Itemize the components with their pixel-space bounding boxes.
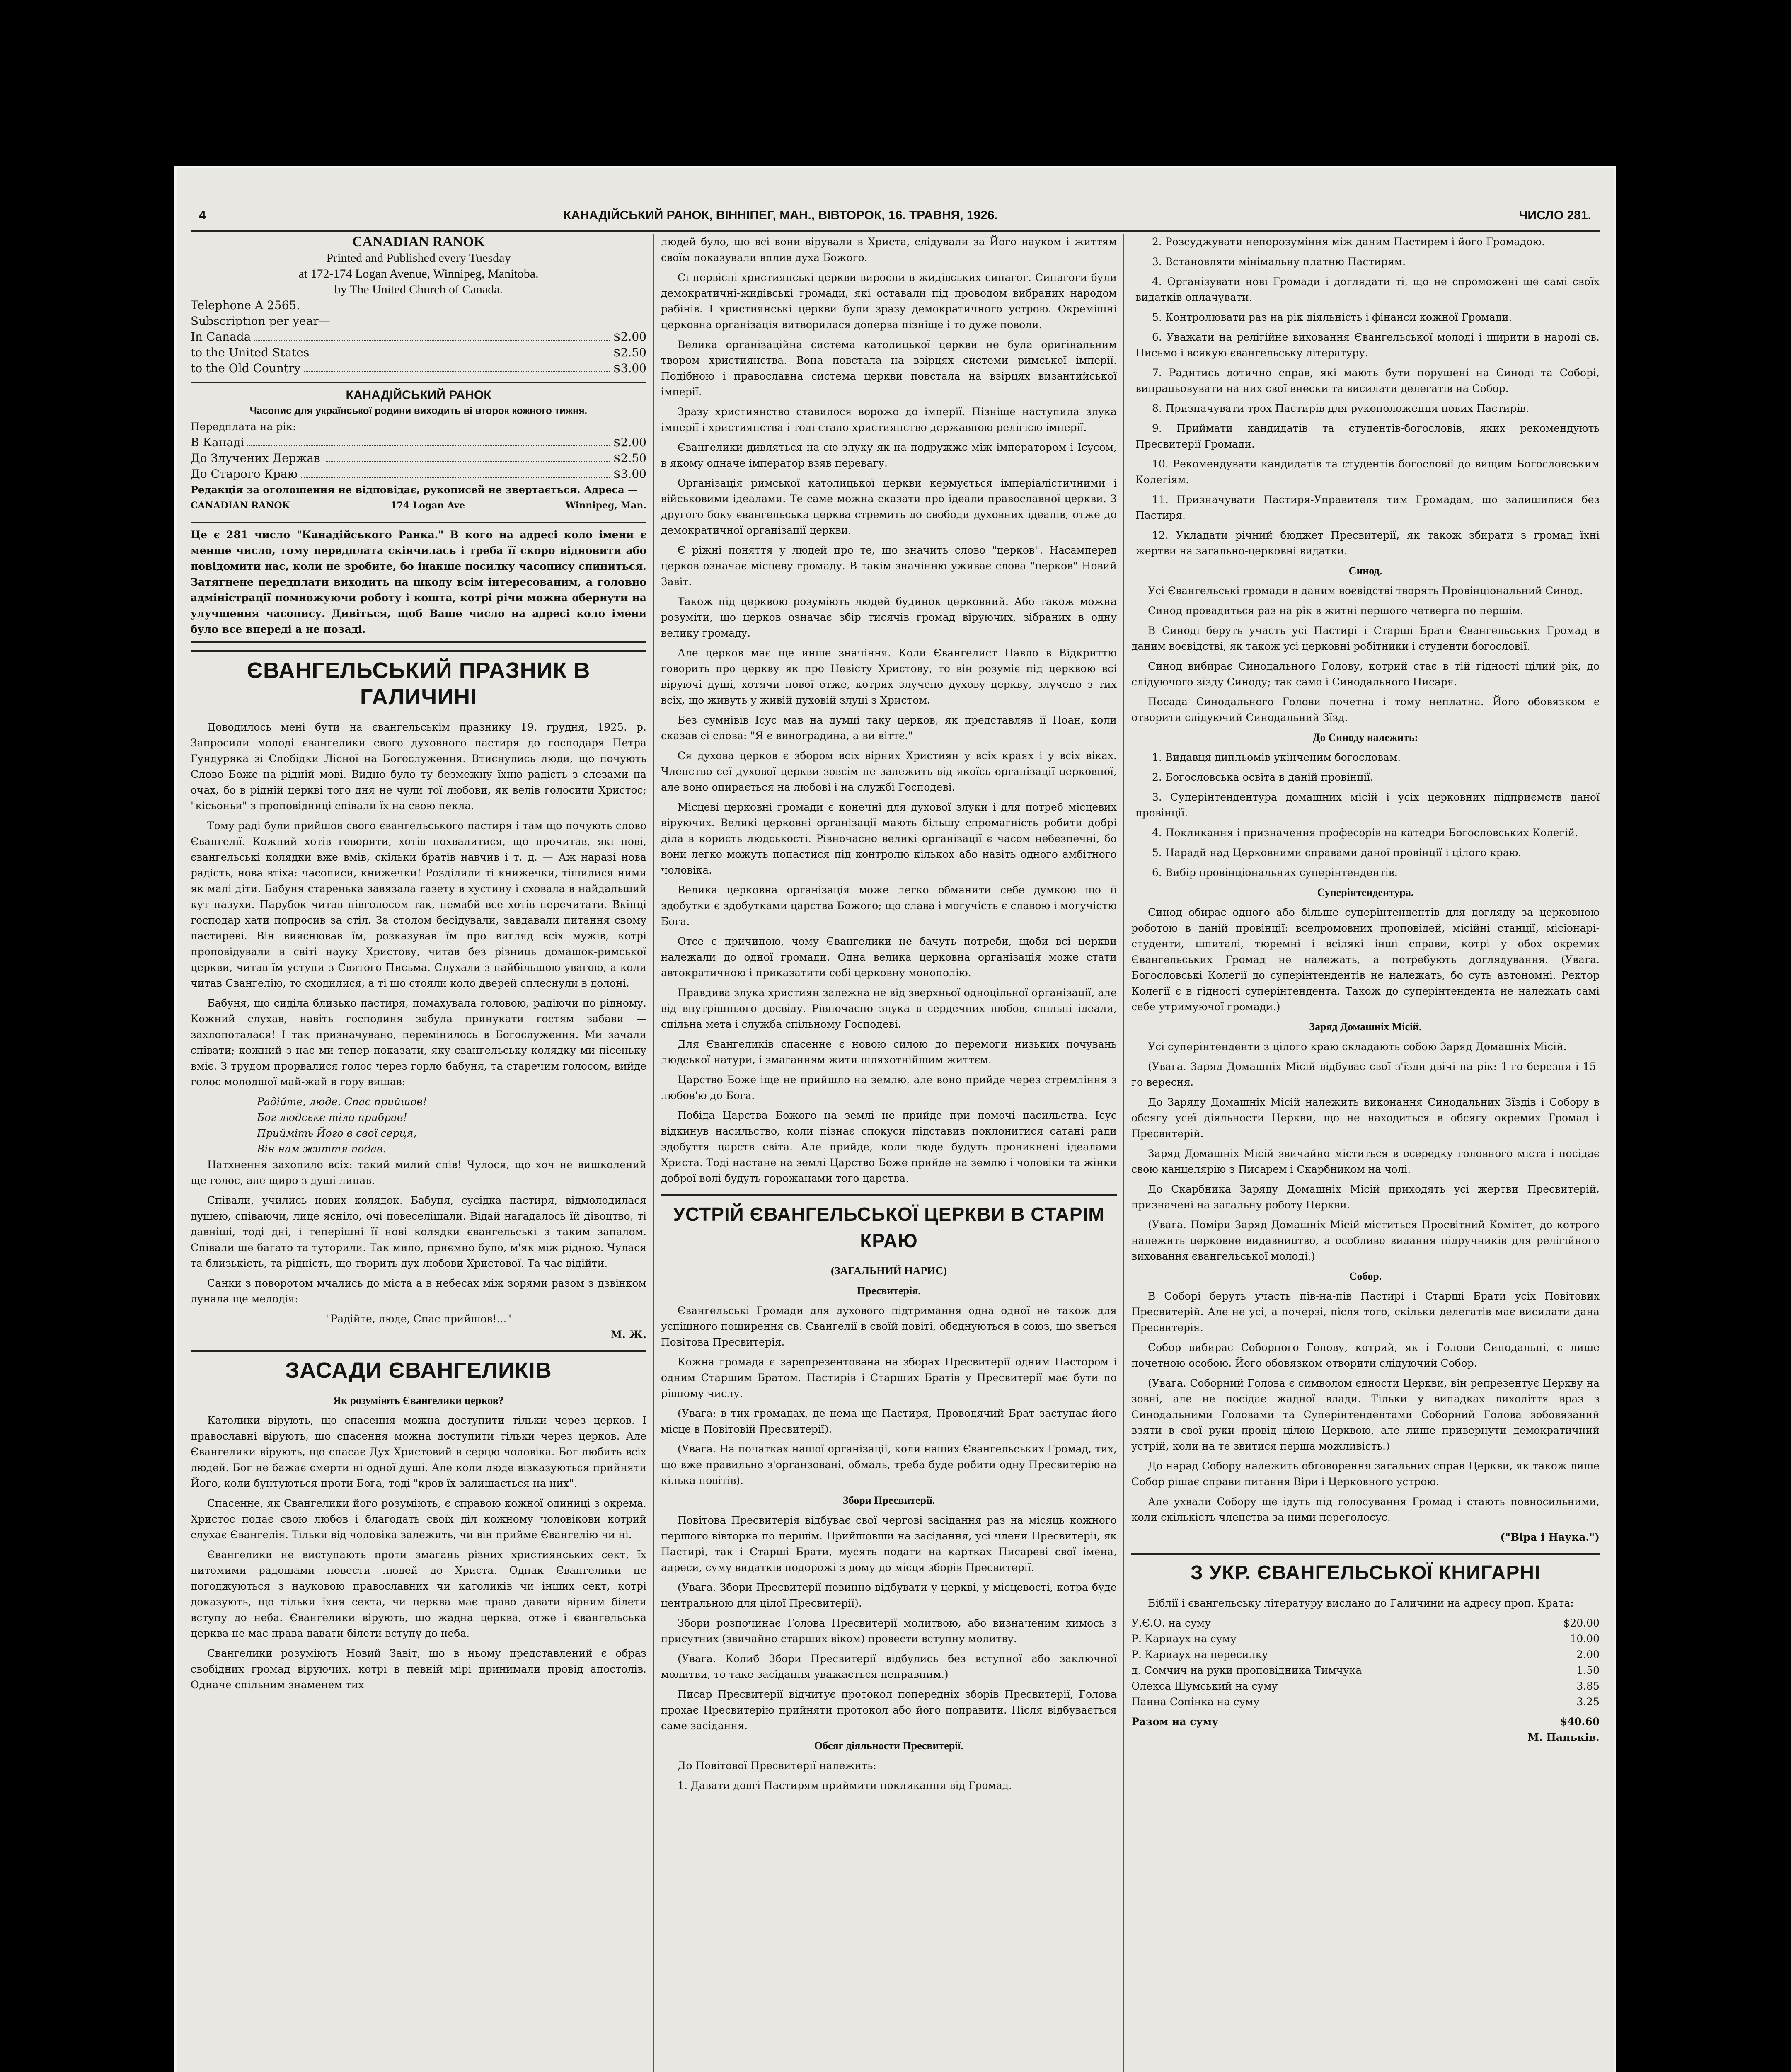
paragraph: (Увага. Поміри Заряд Домашніх Місій міститься Просвітний Комітет, до котрого належить церковне видавництво, а особливо видання підручників для релігійного виховання євангельської молоді.) [1131,1219,1600,1262]
paragraph: Спасенне, як Євангелики його розуміють, є справою кожної одиниці з окрема. Христос подає свою любов і благодать своїх діл кожному чоловікови котрий слухає Євангелія. Тільки від чоловіка залежить, чи він прийме Євангелію чи ні. [191,1497,646,1541]
list-item: 3. Встановляти мінімальну платню Пастирям. [1152,256,1406,268]
fund-row [1131,1631,1600,1647]
paragraph: Біблії і євангельську літературу вислано до Галичини на адресу проп. Крата: [1148,1597,1574,1609]
newspaper-page [174,166,1616,2072]
subscription-label: Subscription per year— [191,314,330,328]
source-credit: ("Віра і Наука.") [1500,1531,1600,1543]
masthead-line: at 172-174 Logan Avenue, Winnipeg, Manitoba. [298,267,539,281]
price-row [191,329,646,345]
price-row [191,450,646,466]
paragraph: Посада Синодального Голови почетна і тому неплатна. Його обовязком є отворити слідуючий Синодальний Зїзд. [1131,696,1600,724]
paragraph: Повітова Пресвитерія відбуває свої чергові засідання раз на місяць кожного першого вівторка по першім. Прийшовши на засідання, усі члени Пресвитерії, як Пастирі, так і Старші Брати, мусять подати на картках Писареві свої імена, адреси, суму видатків подорожі з дому до місця зборів Пресвитерії. [661,1514,1117,1573]
column-divider [653,234,654,2072]
fund-label: У.Є.О. на суму [1131,1617,1211,1629]
paragraph: Доводилось мені бути на євангельськім празнику 19. грудня, 1925. р. Запросили молоді євангелики свого духовного пастиря до господаря Петра Гундуряка зі Слобідки Лісної на Богослуження. Втиснулись люди, що почують Слово Боже на рідній мові. Видно було ту безмежну їхню радість з слезами на очах, бо в рідній церкві того дня не чули тої любови, як велів голосити Христос; "кісьоньи" з проповідниці співали їх на свою пекла. [191,721,646,812]
paragraph: Санки з поворотом мчались до міста а в небесах між зорями разом з дзвінком лунала ще мелодія: [191,1277,646,1305]
paragraph: 1. Давати довгі Пастирям приймити покликання від Громад. [678,1779,1012,1791]
price-value: $2.50 [613,451,646,465]
paragraph: Сі первісні християнські церкви виросли в жидівських синагог. Синагоги були демократичні-жидівські громади, які оставали під проводом вибраних народом рабінів. І християнські церкви були зразу демократичного устрою. Окремішні церковна організація витворилася доперва пізніще і то дуже поволи. [661,271,1117,331]
price-label: to the Old Country [191,361,301,375]
section-heading: До Синоду належить: [1312,731,1418,743]
paragraph: (Увага. Збори Пресвитерії повинно відбувати у церкві, у місцевості, котра буде центральною для цілої Пресвитерії). [661,1581,1117,1609]
poem-line: Він нам життя подав. [257,1143,386,1155]
fund-amount: 3.85 [1576,1680,1600,1692]
paragraph: людей було, що всі вони вірували в Христа, слідували за Його науком і життям своїм показували вплив духа Божого. [661,236,1117,264]
issue-number: ЧИСЛО 281. [1519,208,1591,222]
paragraph: Також під церквою розуміють людей будинок церковний. Або також можна розуміти, що церков означає збір тисячів громад віруючих, зібраних в одну велику громаду. [661,595,1117,639]
section-heading: Синод. [1348,565,1382,577]
list-item: 10. Рекомендувати кандидатів та студентів богословії до вищим Богословським Колегіям. [1135,458,1600,486]
price-value: $3.00 [613,361,646,375]
paragraph: (Увага. Колиб Збори Пресвитерії відбулись без вступної або заключної молитви, то таке засідання уважається неправним.) [661,1653,1117,1680]
fund-row [1131,1678,1600,1694]
paragraph: Для Євангеликів спасенне є новою силою до перемоги низьких почувань людської натури, і змаганням жити шляхотнійшим життєм. [661,1038,1117,1066]
price-row [191,435,646,450]
paragraph: (Увага. На початках нашої організації, коли наших Євангельських Громад, тих, що вже правильно з'органзовані, обмаль, треба буде робити одну Пресвитерію на кілька повітів). [661,1443,1117,1486]
paragraph: Ся духова церков є збором всіх вірних Християн у всіх краях і у всіх віках. Членство сеї духової церкви зовсім не залежить від якоїсь організації церковної, але воно опирається на любові і на службі Господеві. [661,750,1117,793]
address: Winnipeg, Man. [565,500,646,511]
paragraph: Євангелики дивляться на сю злуку як на подружжє між імператором і Ісусом, в якому одначе імператор взяв перевагу. [661,441,1117,469]
paragraph: Але ухвали Собору ще ідуть під голосування Громад і стають повносильними, коли скількість членства за ними переголосує. [1131,1496,1600,1523]
paragraph: Євангелики розуміють Новий Завіт, що в ньому представлений є образ свобідних громад віруючих, котрі в певній мірі принимали провід апостолів. Одначе спільним знаменем тих [191,1647,646,1691]
list-item: 4. Організувати нові Громади і доглядати ті, що не спроможені ще самі своїх видатків оплачувати. [1135,276,1600,303]
paragraph: Співали, учились нових колядок. Бабуня, сусідка пастиря, відмолодилася душею, співаючи, лице ясніло, очі повеселішали. Відай нагадалось їй дівоцтво, ті давніші, тоді дні, і теперішні її нові колядки євангельські з таким запалом. Співали ще багато та туторили. Так мило, приємно було, м'як між рідною. Чулася та близькість, та рідність, що творить дух любови Христової. Та час відійти. [191,1194,646,1269]
paragraph: Собор вибирає Соборного Голову, котрий, як і Голови Синодальні, є лише почетною особою. Його обовязком отворити слідуючий Собор. [1131,1341,1600,1369]
page-header [191,205,1600,232]
article-subtitle: (ЗАГАЛЬНИЙ НАРИС) [831,1265,947,1277]
fund-label: Панна Сопінка на суму [1131,1696,1260,1708]
paragraph: Без сумнівів Ісус мав на думці таку церков, як представляв її Поан, коли сказав сі слова: "Я є виноградина, а ви віттє." [661,714,1117,742]
paragraph: (Увага. Заряд Домашніх Місій відбуває свої з'їзди двічі на рік: 1-го березня і 15-го вересня. [1131,1060,1600,1088]
paragraph: Але церков має ще инше значіння. Коли Євангелист Павло в Відкриттю говорить про церкву як про Невісту Христову, то він розуміє під церквою всі віруючі душі, хотячи нової отже, котрих злучено духову церкву, злучено з тих всіх, що живуть у живій духовій злуці з Христом. [661,647,1117,706]
fund-label: Р. Кариаух на пересилку [1131,1648,1268,1661]
article-subtitle: Як розуміють Євангелики церков? [333,1394,504,1406]
paragraph: Євангелики не виступають проти змагань різних християнських сект, їх питомими радощами повести людей до Христа. Однак Євангелики не погоджуються з науковою православних чи католиків чи інших сект, котрі доказують, що тільки їхня секта, чи церква має право давати вірним білети вступу до неба. Євангелики вірують, що жадна церква, отже і євангельська церква не має права давати білети вступу до неба. [191,1549,646,1639]
list-item: 2. Богословська освіта в даній провінції. [1152,771,1374,783]
synod-duties-list [1131,750,1600,881]
paragraph: Побіда Царства Божого на землі не прийде при помочі насильства. Ісус відкинув насильство, коли пізнає спокуси підставив поклонитися сатані ради здобуття царств світа. Але прийде, коли люде будуть проникнені ідеалами Христа. Тоді настане на землі Царство Боже прийде на землю і чоловіки та жінки доброї волі будуть горожанами того царства. [661,1109,1117,1184]
paragraph: Євангельські Громади для духового підтримання одна одної не також для успішного поширення св. Євангелії в своїй повіті, обєднуються в союз, що зветься Повітова Пресвитерія. [661,1305,1117,1348]
paragraph: До Повітової Пресвитерії належить: [678,1760,876,1772]
list-item: 11. Призначувати Пастиря-Управителя тим Громадам, що залишилися без Пастиря. [1135,494,1600,521]
fund-amount: 10.00 [1570,1633,1600,1645]
list-item: 7. Радитись дотично справ, які мають бути порушені на Синоді та Соборі, випрацьовувати на них свої внески та висилати делегатів на Собор. [1135,367,1600,395]
fund-label: Олекса Шумський на суму [1131,1680,1278,1692]
section-heading: Заряд Домашніх Місій. [1309,1021,1422,1033]
list-item: 3. Суперінтендентура домашних місій і усіх церковних підприємств даної провінції. [1135,791,1600,819]
paragraph: Синод вибирає Синодального Голову, котрий стає в тій гідності цілий рік, до слідуючого зїзду Синоду; так само і Синодального Писаря. [1131,660,1600,688]
list-item: 1. Видавця дипльомів укінченим богословам. [1152,751,1401,763]
paragraph: Зразу християнство ставилося ворожо до імперії. Пізніще наступила злука імперії і християнства і тоді стало християнство державною релігією імперії. [661,406,1117,433]
paragraph: Царство Боже іще не прийшло на землю, але воно прийде через стремління з любов'ю до Бога. [661,1074,1117,1101]
section-heading: Обсяг діяльности Пресвитерії. [814,1740,964,1752]
paragraph: До нарад Собору належить обговорення загальних справ Церкви, як також лише Собор рішає справи питання Віри і Церковного устрою. [1131,1460,1600,1488]
list-item: 5. Контролювати раз на рік діяльність і фінанси кожної Громади. [1152,311,1512,323]
price-value: $2.00 [613,436,646,449]
list-item: 6. Вибір провінціональних суперінтендентів. [1152,867,1398,879]
signature: М. Ж. [610,1329,646,1341]
telephone: Telephone A 2565. [191,298,300,312]
fund-total-row [1131,1714,1600,1730]
price-value: $2.50 [613,346,646,359]
paragraph: Усі Євангельські громади в даним воєвідстві творять Провінціональний Синод. [1148,585,1583,597]
page-number: 4 [199,208,206,222]
column-divider [1123,234,1124,2072]
fund-row [1131,1694,1600,1710]
paragraph: В Соборі беруть участь пів-на-пів Пастирі і Старші Брати усіх Повітових Пресвитерій. Але не усі, а почерзі, після того, скільки делегатів має висилати дана Пресвитерія. [1131,1290,1600,1334]
ua-price-label: Передплата на рік: [191,421,296,433]
paragraph: Католики вірують, що спасення можна доступити тільки через церков. І православні вірують, що спасення можна доступити тільки через церков. Але Євангелики вірують, що спасає Дух Христовий в серцю чоловіка. Бог любить всіх людей. Бог не бажає смерти ні одної душі. Але коли люде візказуються прийняти Його, коли бунтуються проти Бога, тоді "кров їх залишається на них". [191,1414,646,1489]
header-title: КАНАДІЙСЬКИЙ РАНОК, ВІННІПЕГ, МАН., ВІВТОРОК, 16. ТРАВНЯ, 1926. [564,208,998,222]
paragraph: Збори розпочинає Голова Пресвитерії молитвою, або визначеним кимось з присутних (звичайно старших віком) провести вступну молитву. [661,1617,1117,1645]
paragraph: Синод провадиться раз на рік в житні першого четверга по першім. [1148,605,1524,617]
masthead-ua-sub: Часопис для української родини виходить ві второк кожного тижня. [249,405,588,416]
masthead-ua-title: КАНАДІЙСЬКИЙ РАНОК [346,388,491,402]
paragraph: Усі суперінтенденти з цілого краю складають собою Заряд Домашніх Місій. [1148,1041,1567,1053]
paragraph: Є ріжні поняття у людей про те, що значить слово "церков". Насамперед церков означає місцеву громаду. В такім значінню уживає слова "церков" Новий Завіт. [661,544,1117,588]
price-value: $3.00 [613,467,646,481]
paragraph: Бабуня, що сиділа близько пастиря, помахувала головою, радіючи по рідному. Кожний слухав, навіть господиня забула принукати гостям забави — захлопоталася! І так призначувано, перемінилось в Богослуження. Ми зачали співати; кожний з нас ми тепер показати, яку євангельську колядку ми пісеньку вміє. З трудом прорвалися голос через горло бабуня, та старечим голосом, вийде голос молодшої май-жай в гору вишав: [191,997,646,1088]
paragraph: Кожна громада є зарепрезентована на зборах Пресвитерії одним Пастором і одним Старшим Братом. Пастирів і Старших Братів у Пресвитерії має бути по рівному числу. [661,1356,1117,1399]
signature: М. Панькiв. [1527,1731,1600,1743]
paragraph: (Увага. Соборний Голова є символом єдности Церкви, він репрезентує Церкву на зовні, але не посідає жадної влади. Тільки у випадках лихоліття враз з Синодальними Головами та Суперінтендентами Соборний Голова зобовязаний взяти в свої руки провід цілою Церквою, але лише привернути демократичний устрій, коли на те звитися перша можливість.) [1131,1377,1600,1452]
list-item: 6. Уважати на релігійне виховання Євангельської молоді і ширити в народі св. Письмо і всякую євангельську літературу. [1135,331,1600,359]
list-item: 12. Укладати річний бюджет Пресвитерії, як також збирати з громад їхні жертви на загально-церковні видатки. [1135,529,1600,557]
list-item: 4. Покликання і призначення професорів на катедри Богословських Колегій. [1152,827,1578,839]
fund-amount: 2.00 [1576,1648,1600,1661]
address: CANADIAN RANOK [191,500,290,511]
poem-line: Радійте, люде, Спас прийшов! [257,1096,427,1108]
paragraph: (Увага: в тих громадах, де нема ще Пастиря, Проводячий Брат заступає його місце в Повітовій Пресвитерії). [661,1407,1117,1435]
column-2 [661,234,1117,1798]
paragraph: Місцеві церковні громади є конечні для духової злуки і для потреб місцевих віруючих. Великі церковні організації мають більшу спромагність робити добрі діла в користь людськості. Рівночасно великі організації є часом небезпечні, бо вони легко можуть попастися під контролю кількох або навіть одного амбітного чоловіка. [661,801,1117,876]
poem [191,1094,646,1157]
fund-total-label: Разом на суму [1131,1716,1219,1728]
paragraph: Велика організаційна система католицької церкви не була оригінальним твором християнства. Вона повстала на взірцях системи римської імперії. Подібною і православна система церкви повстала на взірцях византийської імперії. [661,339,1117,398]
section-heading: Суперінтендентура. [1317,886,1414,898]
section-heading: Собор. [1349,1270,1382,1282]
list-item: 9. Приймати кандидатів та студентів-богословів, яких рекомендують Пресвитерії Громади. [1135,422,1600,450]
subscription-notice: Це є 281 число "Канадійського Ранка." В кого на адресі коло імени є менше число, тому передплата скінчилась і треба її скоро відновити або повідомити нас, коли не зробите, бо інакше посилку часопису спиниться. Затягнене передплати виходить на шкоду всім інтересованим, а головно адміністрації помножуючи роботу і кошта, котрі річи можна обернути на улучшення часопису. Дивіться, щоб Ваше число на адресі коло імени було все впереді а не позаді. [191,522,646,643]
fund-label: Р. Кариаух на суму [1131,1633,1237,1645]
masthead-line: Printed and Published every Tuesday [326,251,511,265]
masthead-line: by The United Church of Canada. [334,283,503,296]
paragraph: Правдива злука християн залежна не від зверхньої одноцільної організації, але від внутрішнього досвіду. Рівночасно злука в сердечних любов, спільні ідеали, спільна мета і служба спільному Господеві. [661,987,1117,1030]
price-label: In Canada [191,330,251,344]
closing-line: "Радійте, люде, Спас прийшов!..." [326,1313,511,1325]
section-heading: Пресвитерія. [857,1285,921,1297]
paragraph: Писар Пресвитерії відчитує протокол попередніх зборів Пресвитерії, Голова прохає Пресвитерію прийняти протокол або його поправити. Після відбувається саме засідання. [661,1688,1117,1732]
price-label: До Старого Краю [191,467,298,481]
fund-row [1131,1615,1600,1631]
masthead-en [191,234,646,298]
section-heading: Збори Пресвитерії. [842,1494,935,1506]
fund-amount: 3.25 [1576,1696,1600,1708]
column-1 [191,234,646,1697]
editorial-note: Редакція за оголошення не відповідає, рукописей не звертається. Адреса — [191,484,638,496]
column-3 [1131,234,1600,1745]
masthead-title: CANADIAN RANOK [352,234,485,249]
address-row [191,498,646,513]
fund-row [1131,1647,1600,1663]
list-item: 8. Призначувати трох Пастирів для рукоположення нових Пастирів. [1152,402,1529,414]
paragraph: Заряд Домашніх Місій звичайно міститься в осередку головного міста і посідає свою канцелярію з Писарем і Скарбником на чолі. [1131,1147,1600,1175]
poem-line: Прийміть Його в свої серця, [257,1127,417,1139]
fund-amount: 1.50 [1576,1664,1600,1676]
fund-label: д. Сомчич на руки проповідника Тимчука [1131,1664,1362,1676]
price-value: $2.00 [613,330,646,344]
paragraph: Тому раді були прийшов свого євангельського пастиря і там що почують слово Євангелії. Кожний хотів говорити, хотів похвалитися, що прочитав, які нові, євангельські колядки вже вмів, скільки братів навчив і т. д. — Аж наразі нова радість, нова втіха: часописи, книжечки! Розділили ті книжечки, тішилися ними як малі діти. Бабуня старенька завязала газету в хустину і сховала в найдальший кут пазухи. Парубок читав півголосом так, немабй все хотів перечитати. Вкінці господар хати попросив за стіл. За столом бесідували, завдавали питання свому пастиреві. Він вияснював їм, розказував їм про вигляд всіх мужів, котрі проповідували в світі науку Христову, читав без різниць домашок-римської церкви, читав їм устуни з Святого Письма. Слухали з найбільшою увагою, а коли читав Євангелію, то сходилися, а ті що стояли коло дверей сплеснули в долоні. [191,820,646,989]
article-title: З УКР. ЄВАНГЕЛЬСЬКОЇ КНИГАРНІ [1131,1553,1600,1591]
price-label: to the United States [191,346,310,359]
paragraph: Отсе є причиною, чому Євангелики не бачуть потреби, щоби всі церкви належали до одної громади. Одна велика церковна організація може стати автократичною і приказатити собі церковну монополію. [661,935,1117,979]
paragraph: В Синоді беруть участь усі Пастирі і Старші Брати Євангельських Громад в даним воєвідстві, як також усі церковні робітники і студенти богословії. [1131,625,1600,652]
list-item: 5. Нарадй над Церковними справами даної провінції і цілого краю. [1152,847,1522,859]
address: 174 Logan Ave [390,500,465,511]
price-row [191,345,646,361]
paragraph: Велика церковна організація може легко обманити себе думкою що її здобутки є здобутками царства Божого; що слава і могучість є славою і могучістю Бога. [661,884,1117,927]
article-title: ЗАСАДИ ЄВАНГЕЛИКІВ [191,1350,646,1389]
paragraph: До Заряду Домашніх Місій належить виконання Синодальних Зїздів і Собору в обсягу усеї діяльности Церкви, що не находиться в обсягу окремих Громад і Пресвитерій. [1131,1096,1600,1140]
paragraph: До Скарбника Заряду Домашніх Місій приходять усі жертви Пресвитерій, призначені на загальну роботу Церкви. [1131,1183,1600,1211]
masthead-ua [191,382,646,513]
price-label: До Злучених Держав [191,451,320,465]
price-row [191,466,646,482]
paragraph: Натхнення захопило всіх: такий милий спів! Чулося, що хоч не вишколений ще голос, але щиро з душі линав. [191,1159,646,1186]
fund-amount: $20.00 [1563,1617,1600,1629]
fund-row [1131,1663,1600,1678]
article-title: УСТРІЙ ЄВАНГЕЛЬСЬКОЇ ЦЕРКВИ В СТАРІМ КРАЮ [661,1194,1117,1259]
price-label: В Канаді [191,436,244,449]
list-item: 2. Розсуджувати непорозуміння між даним Пастирем і його Громадою. [1152,236,1545,248]
price-row [191,361,646,376]
paragraph: Організація римської католицької церкви кермується імперіалістичними і військовими ідеалами. Те саме можна сказати про ідеали православної церкви. З другого боку євангельська церква стремить до свободи духовних ідеалів, отже до демократичної організації церкви. [661,477,1117,536]
duties-list [1131,234,1600,559]
poem-line: Бог людське тіло прибрав! [257,1111,407,1123]
paragraph: Синод обирає одного або більше суперінтендентів для догляду за церковною роботою в даній провінції: вселромовних проповідей, місійні станції, місіонарі-студенти, шпиталі, тюремні і всілякі інші справи, котрі у обох окремих Євангельських Громад не належать, а потребують доглядування. (Увага. Богословські Колегії до суперінтендентів не належать, бо суть автономні. Ректор Колегії є в гідності суперінтендента. Також до суперінтендента не належать самі себе утримуючої громади.) [1131,906,1600,1013]
fund-total: $40.60 [1560,1716,1600,1728]
article-title: ЄВАНГЕЛЬСЬКИЙ ПРАЗНИК В ГАЛИЧИНІ [191,650,646,715]
